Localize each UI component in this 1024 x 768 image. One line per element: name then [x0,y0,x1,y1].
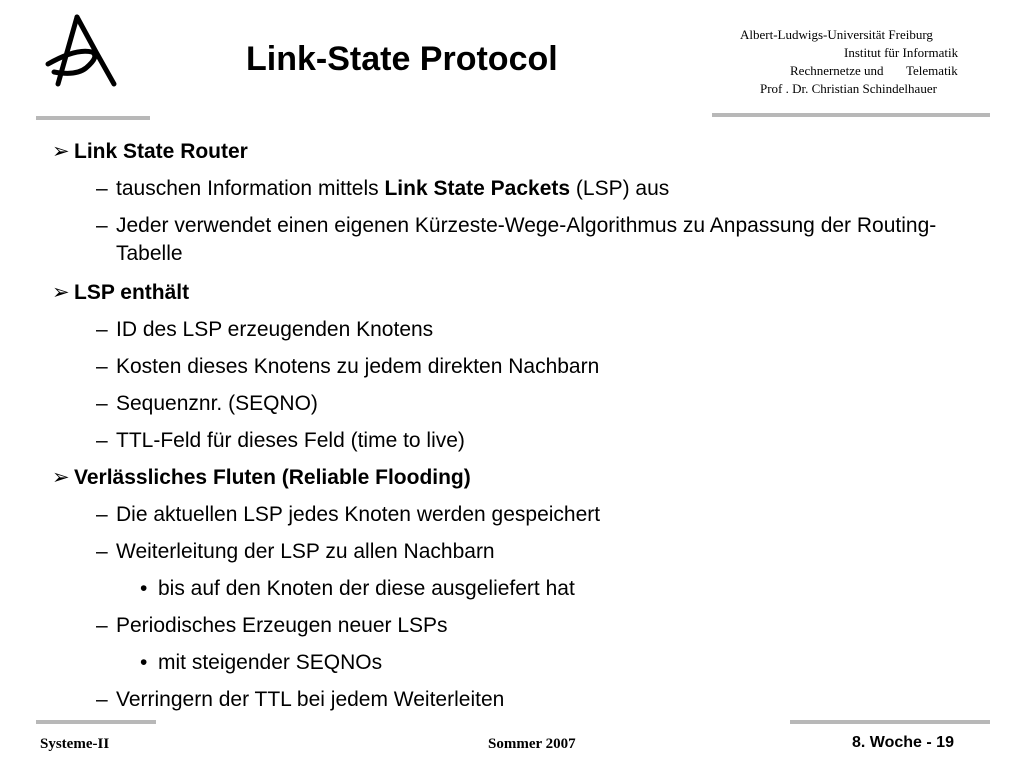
list-item: – tauschen Information mittels Link State Packets (LSP) aus [96,177,670,200]
list-item: – Verringern der TTL bei jedem Weiterleiten [96,688,505,711]
arrow-bullet-icon: ➢ [52,281,70,304]
footer-rule-right [790,720,990,724]
bullet-heading: ➢ LSP enthält [52,279,189,307]
sub-list-item: • mit steigender SEQNOs [140,651,383,674]
footer-term: Sommer 2007 [488,736,576,752]
list-item: – Die aktuellen LSP jedes Knoten werden gespeichert [96,503,601,526]
list-item: – Weiterleitung der LSP zu allen Nachbarn [96,540,495,563]
sub-list-item: • bis auf den Knoten der diese ausgeliefert hat [140,577,575,600]
list-item: – Periodisches Erzeugen neuer LSPs [96,614,448,637]
list-item: – Sequenznr. (SEQNO) [96,392,318,415]
arrow-bullet-icon: ➢ [52,466,70,489]
university-logo-icon [36,12,126,92]
institution-block [740,26,1000,98]
list-item: – Kosten dieses Knotens zu jedem direkten Nachbarn [96,355,600,378]
footer-page-number: 8. Woche - 19 [852,734,954,751]
list-item: – TTL-Feld für dieses Feld (time to live) [96,429,465,452]
institution-line: Albert-Ludwigs-Universität Freiburg [740,27,933,42]
footer-rule-left [36,720,156,724]
bullet-heading: ➢ Verlässliches Fluten (Reliable Flooding) [52,464,471,492]
list-item: – Jeder verwendet einen eigenen Kürzeste-Wege-Algorithmus zu Anpassung der Routing-Tabelle [96,214,937,265]
page-title: Link-State Protocol [246,40,558,78]
arrow-bullet-icon: ➢ [52,140,70,163]
header-rule-right [712,113,990,117]
institution-line: Prof . Dr. Christian Schindelhauer [760,81,937,96]
list-item: – ID des LSP erzeugenden Knotens [96,318,434,341]
bullet-heading: ➢ Link State Router [52,138,248,166]
institution-line: Institut für Informatik [844,45,959,60]
institution-line: Rechnernetze und Telematik [790,63,958,78]
footer-course: Systeme-II [40,736,110,752]
header-rule-left [36,116,150,120]
